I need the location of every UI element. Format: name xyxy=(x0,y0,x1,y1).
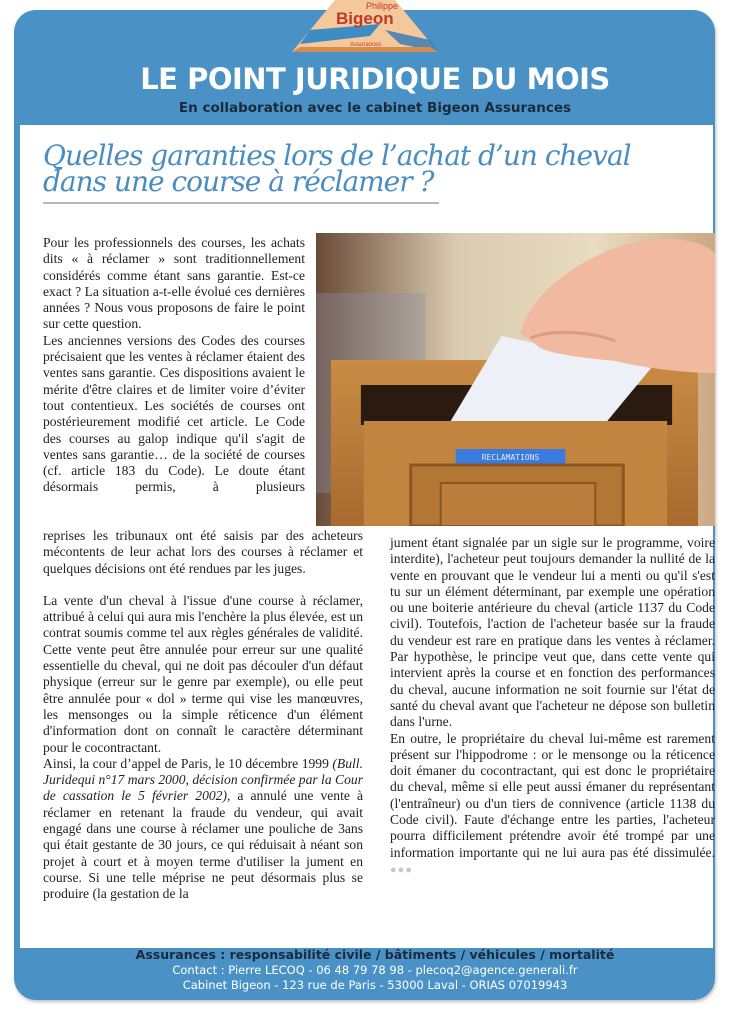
paragraph: La vente d'un cheval à l'issue d'une course à réclamer, attribué à celui qui aura mis l'enchère la plus élevée, est un contrat soumis comme tel aux règles générales de validité. Cette vente peut être annulée pour erreur sur une qualité essentielle du cheval, qui ne doit pas découler d'un défaut physique (erreur sur le genre par exemple), ou elle peut être annulée pour « dol » terme qui vise les manœuvres, les mensonges ou la simple réticence d'un élément d'information dont on connaît le caractère déterminant pour le cocontractant. xyxy=(43,592,363,755)
text: Ainsi, la cour d’appel de Paris, le 10 décembre 1999 xyxy=(43,755,333,771)
column1-top xyxy=(43,235,305,496)
column2 xyxy=(390,535,715,878)
title-divider xyxy=(43,202,439,204)
paragraph xyxy=(390,731,715,879)
text: En outre, le propriétaire du cheval lui-même est rarement présent sur l'hippodrome : or le mensonge ou la réticence doit émaner du cocontractant, qui est donc le propriétaire du cheval, même si elle peut aussi émaner du représentant (l'entraîneur) ou d'un tiers de connivence (article 1138 du Code civil). Faute d'échange entre les parties, l'acheteur pourra difficilement prétendre avoir été trompé par une information importante qui ne lui aura pas été dissimulée. xyxy=(390,730,715,860)
article-title xyxy=(43,139,683,198)
title-line: Quelles garanties lors de l’achat d’un cheval xyxy=(43,139,631,172)
ballot-box-photo xyxy=(316,233,715,526)
paragraph: reprises les tribunaux ont été saisis par des acheteurs mécontents de leur achat lors des courses à réclamer et quelques décisions ont été rendues par les juges. xyxy=(43,528,363,576)
footer-address: Cabinet Bigeon - 123 rue de Paris - 53000 Laval - ORIAS 07019943 xyxy=(182,978,568,992)
paragraph: jument étant signalée par un sigle sur le programme, voire interdite), l'acheteur peut toujours demander la nullité de la vente en prouvant que le vendeur lui a menti ou qu'il s'est tu sur un élément déterminant, par exemple une opération ou une boiterie antérieure du cheval (article 1137 du Code civil). Toutefois, l'action de l'acheteur basée sur la fraude du vendeur est rare en pratique dans les ventes à réclamer. Par hypothèse, le principe veut que, dans cette vente qui intervient après la course et en fonction des performances du cheval, aucune information ne soit fournie sur l'état de santé du cheval avant que l'acheteur ne dépose son bulletin dans l'urne. xyxy=(390,535,715,730)
paragraph xyxy=(43,756,363,903)
footer-contact: Contact : Pierre LECOQ - 06 48 79 78 98 - plecoq2@agence.generali.fr xyxy=(172,963,578,977)
svg-text:Bigeon: Bigeon xyxy=(336,9,394,28)
column1-bottom xyxy=(43,528,363,903)
svg-text:RECLAMATIONS: RECLAMATIONS xyxy=(481,452,540,463)
svg-text:Philippe: Philippe xyxy=(366,1,399,11)
svg-text:Assurances: Assurances xyxy=(350,42,382,48)
bigeon-logo xyxy=(290,0,440,56)
end-mark: ●●● xyxy=(390,863,413,876)
text: , a annulé une vente à réclamer en retenant la fraude du vendeur, qui avait engagé dans une course à réclamer une pouliche de 3ans qui était gestante de 30 jours, ce qui réduisait à néant son projet à court et à moyen terme d'utiliser la jument en course. Si une telle méprise ne peut désormais plus se produire (la gestation de la xyxy=(43,788,363,902)
citation: (Bull. Juridequi n°17 mars 2000, décision confirmée par la Cour de cassation le 5 février 2002) xyxy=(43,755,363,804)
header-subtitle: En collaboration avec le cabinet Bigeon Assurances xyxy=(178,100,572,116)
paragraph: Les anciennes versions des Codes des courses précisaient que les ventes à réclamer étaient des ventes sans garantie. Ces dispositions avaient le mérite d'être claires et de limiter voire d’éviter tout contentieux. Les sociétés de courses ont postérieurement modifié cet article. Le Code des courses au galop indique qu'il s'agit de ventes sans garantie… de la société de courses (cf. article 183 du Code). Le doute étant désormais permis, à plusieurs xyxy=(43,332,305,495)
title-line: dans une course à réclamer ? xyxy=(43,165,434,198)
footer-services: Assurances : responsabilité civile / bâtiments / véhicules / mortalité xyxy=(135,947,615,962)
header-title: LE POINT JURIDIQUE DU MOIS xyxy=(140,62,610,96)
paragraph: Pour les professionnels des courses, les achats dits « à réclamer » sont traditionnellement considérés comme étant sans garantie. Est-ce exact ? La situation a-t-elle évolué ces dernières années ? Nous vous proposons de faire le point sur cette question. xyxy=(43,235,305,332)
